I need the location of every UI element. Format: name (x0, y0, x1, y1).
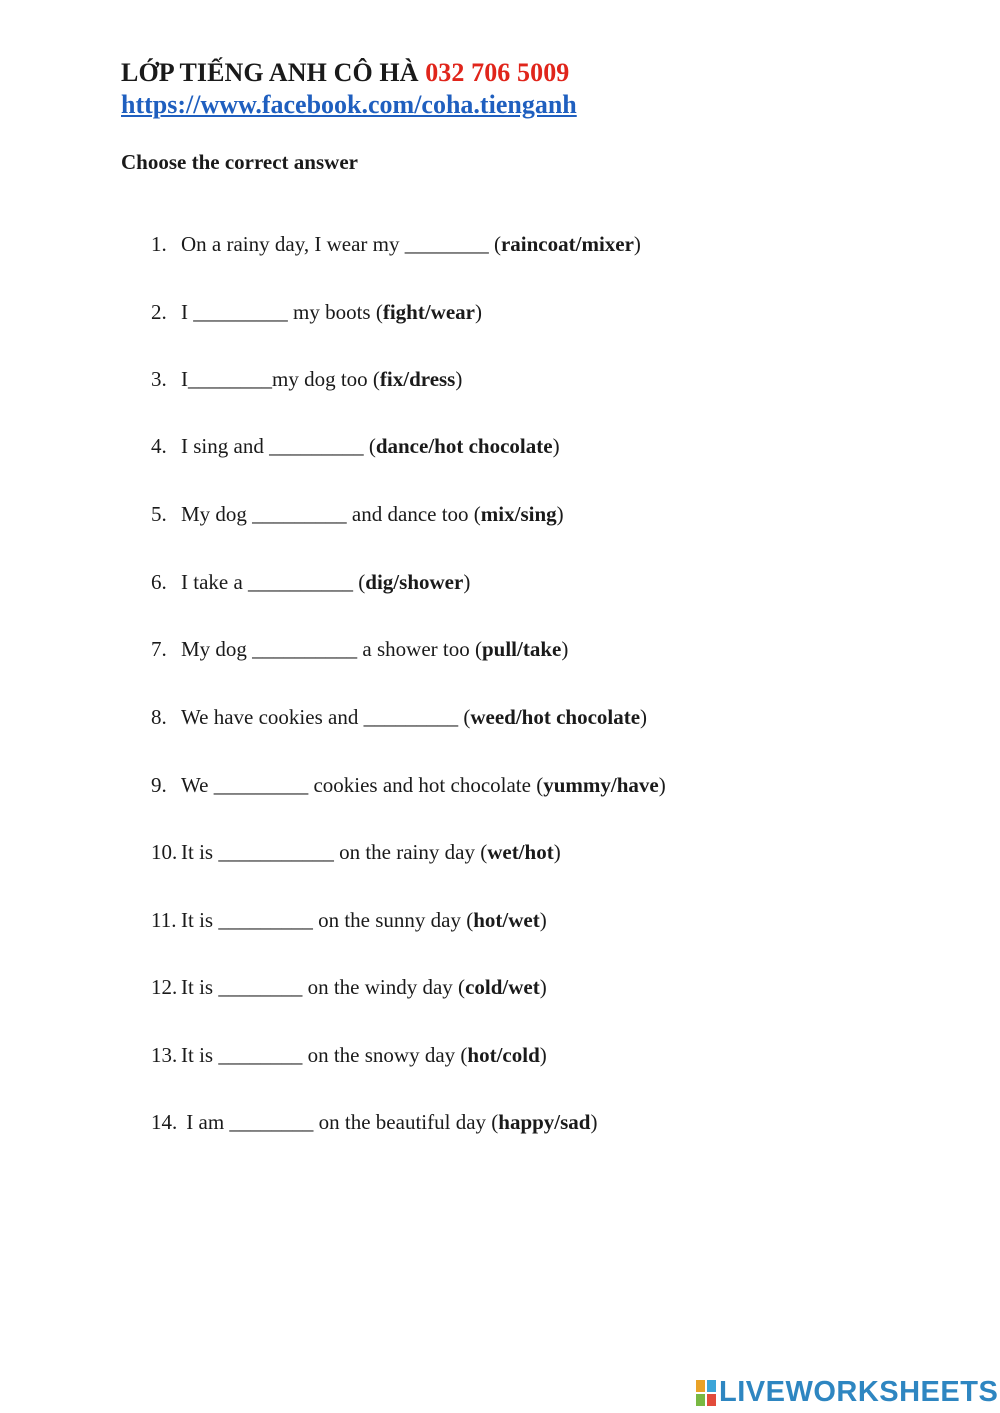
answer-options: dance/hot chocolate (375, 434, 553, 458)
question-text: I _________ my boots ( (181, 300, 383, 324)
question-text: My dog __________ a shower too ( (181, 637, 482, 661)
question-close: ) (658, 773, 666, 797)
answer-options: fix/dress (379, 367, 456, 391)
question-text: It is ___________ on the rainy day ( (181, 840, 488, 864)
question-close: ) (463, 570, 471, 594)
question-text: It is ________ on the windy day ( (181, 975, 466, 999)
question-text: It is ________ on the snowy day ( (181, 1043, 468, 1067)
answer-options: dig/shower (365, 570, 464, 594)
question-number: 11. (151, 908, 177, 932)
question-text: We _________ cookies and hot chocolate ( (181, 773, 544, 797)
question-text: I am ________ on the beautiful day ( (181, 1110, 499, 1134)
question-close: ) (552, 434, 560, 458)
answer-options: cold/wet (465, 975, 540, 999)
question-close: ) (590, 1110, 598, 1134)
question-item (151, 1108, 598, 1136)
question-number: 6. (151, 570, 167, 594)
question-number: 9. (151, 773, 167, 797)
question-text: On a rainy day, I wear my ________ ( (181, 232, 501, 256)
question-number: 13. (151, 1043, 178, 1067)
question-close: ) (539, 1043, 547, 1067)
question-item (151, 365, 462, 393)
watermark-text: LIVEWORKSHEETS (719, 1376, 999, 1408)
question-close: ) (539, 908, 547, 932)
question-close: ) (561, 637, 569, 661)
question-text: We have cookies and _________ ( (181, 705, 471, 729)
question-number: 1. (151, 232, 167, 256)
question-close: ) (640, 705, 648, 729)
instruction-text: Choose the correct answer (121, 150, 358, 174)
answer-options: hot/wet (473, 908, 540, 932)
question-item (151, 500, 564, 528)
question-text: It is _________ on the sunny day ( (181, 908, 474, 932)
question-item (151, 568, 470, 596)
question-item (151, 1041, 547, 1069)
question-text: I________my dog too ( (181, 367, 380, 391)
answer-options: mix/sing (480, 502, 557, 526)
answer-options: pull/take (481, 637, 562, 661)
question-text: I take a __________ ( (181, 570, 366, 594)
question-item (151, 838, 561, 866)
facebook-link[interactable]: https://www.facebook.com/coha.tienganh (121, 90, 577, 119)
school-name: LỚP TIẾNG ANH CÔ HÀ (121, 58, 419, 87)
page-title (121, 58, 569, 88)
answer-options: happy/sad (498, 1110, 591, 1134)
question-text: My dog _________ and dance too ( (181, 502, 481, 526)
question-number: 5. (151, 502, 167, 526)
answer-options: weed/hot chocolate (470, 705, 641, 729)
question-close: ) (455, 367, 463, 391)
question-number: 4. (151, 434, 167, 458)
liveworksheets-logo (696, 1376, 998, 1409)
question-item (151, 906, 547, 934)
question-item (151, 298, 482, 326)
answer-options: yummy/have (543, 773, 659, 797)
question-text: I sing and _________ ( (181, 434, 376, 458)
question-number: 7. (151, 637, 167, 661)
question-item (151, 973, 547, 1001)
question-close: ) (539, 975, 547, 999)
question-number: 3. (151, 367, 167, 391)
question-number: 14. (151, 1110, 178, 1134)
question-item (151, 432, 560, 460)
liveworksheets-mark-icon (696, 1380, 716, 1406)
question-number: 2. (151, 300, 167, 324)
question-item (151, 635, 568, 663)
question-item (151, 771, 666, 799)
question-number: 8. (151, 705, 167, 729)
answer-options: hot/cold (467, 1043, 540, 1067)
question-number: 12. (151, 975, 178, 999)
question-close: ) (553, 840, 561, 864)
phone-number: 032 706 5009 (425, 58, 570, 87)
question-close: ) (556, 502, 564, 526)
answer-options: wet/hot (487, 840, 554, 864)
question-item (151, 230, 641, 258)
question-close: ) (474, 300, 482, 324)
answer-options: raincoat/mixer (500, 232, 634, 256)
answer-options: fight/wear (382, 300, 475, 324)
question-item (151, 703, 647, 731)
question-number: 10. (151, 840, 178, 864)
question-close: ) (633, 232, 641, 256)
